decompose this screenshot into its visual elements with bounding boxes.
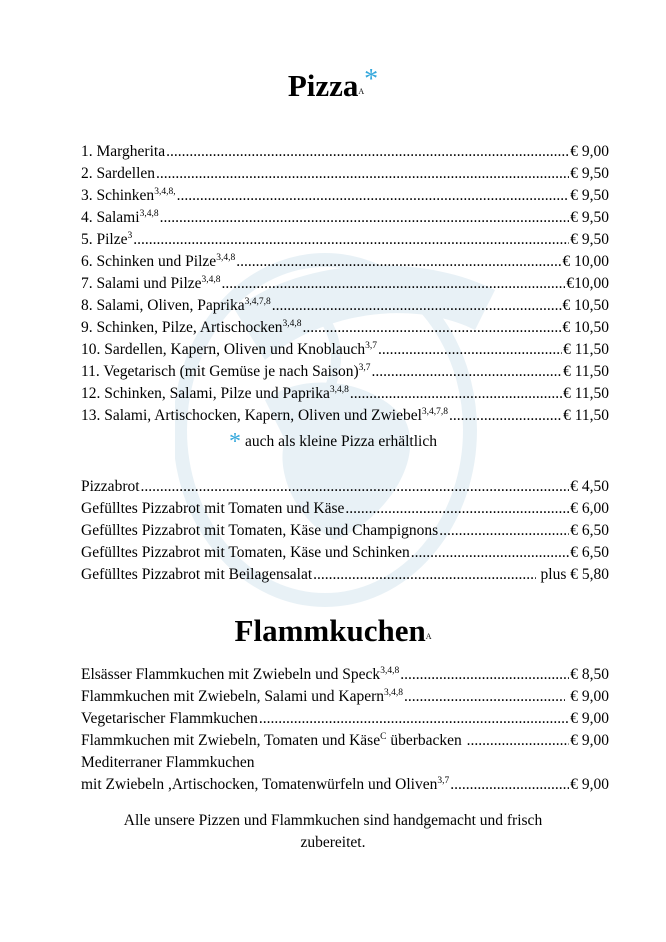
menu-item-price: €10,00 — [566, 275, 609, 292]
dot-leader — [313, 564, 536, 586]
menu-item — [81, 383, 609, 405]
menu-item-name-text: Flammkuchen mit Zwiebeln, Tomaten und Käse — [81, 732, 381, 749]
flammkuchen-title-text: Flammkuchen — [234, 613, 426, 648]
dot-leader — [259, 708, 569, 730]
menu-item — [81, 564, 609, 586]
menu-item — [81, 251, 609, 273]
menu-item-name — [81, 520, 438, 542]
menu-item-name — [81, 498, 344, 520]
menu-item-name — [81, 163, 155, 185]
pizza-list — [81, 141, 609, 427]
flammkuchen-title-allergen: A — [425, 632, 432, 641]
menu-item — [81, 708, 609, 730]
allergen-codes: 3,7 — [358, 363, 371, 373]
menu-item-price: € 6,50 — [570, 544, 609, 561]
menu-item-name-text: 7. Salami und Pilze — [81, 275, 202, 292]
mediterran-desc-text: mit Zwiebeln ,Artischocken, Tomatenwürfeln und Oliven — [81, 776, 438, 793]
menu-item-price: € 10,50 — [562, 297, 609, 314]
dot-leader — [272, 295, 562, 317]
menu-item-name — [81, 317, 301, 339]
menu-item-price: € 9,50 — [570, 165, 609, 182]
allergen-codes: 3,4,8 — [384, 688, 404, 698]
menu-item-price: € 8,50 — [570, 666, 609, 683]
menu-item-name — [81, 542, 410, 564]
menu-item-name — [81, 141, 165, 163]
small-pizza-note-text: auch als kleine Pizza erhältlich — [245, 433, 437, 450]
dot-leader — [141, 476, 570, 498]
menu-item-name-text: Elsässer Flammkuchen mit Zwiebeln und Speck — [81, 666, 381, 683]
dot-leader — [372, 361, 563, 383]
mediterran-price: € 9,00 — [570, 776, 609, 793]
dot-leader — [133, 229, 569, 251]
menu-item — [81, 405, 609, 427]
dot-leader — [467, 730, 570, 752]
allergen-codes: 3,4,8 — [329, 385, 349, 395]
menu-item-name — [81, 207, 159, 229]
menu-item-price: € 11,50 — [563, 407, 609, 424]
menu-item — [81, 229, 609, 251]
menu-item-price: € 9,00 — [566, 688, 609, 705]
mediterran-line1 — [81, 752, 609, 774]
dot-leader — [302, 317, 561, 339]
dot-leader — [449, 405, 562, 427]
dot-leader — [236, 251, 561, 273]
pizzabrot-list — [81, 476, 609, 586]
allergen-codes: 3,4,8, — [154, 187, 176, 197]
menu-item — [81, 664, 609, 686]
allergen-codes: 3,4,8 — [201, 275, 221, 285]
allergen-codes: 3 — [127, 231, 133, 241]
dot-leader — [378, 339, 562, 361]
menu-item-name-text: Vegetarischer Flammkuchen — [81, 710, 258, 727]
menu-item — [81, 361, 609, 383]
menu-item-price: € 9,50 — [570, 231, 609, 248]
small-pizza-star-icon: * — [364, 64, 379, 95]
menu-item — [81, 476, 609, 498]
flammkuchen-title — [0, 613, 666, 655]
menu-item-name-text: 10. Sardellen, Kapern, Oliven und Knoblauch — [81, 341, 366, 358]
menu-item-price: € 6,50 — [570, 522, 609, 539]
menu-item-name-text: 2. Sardellen — [81, 165, 156, 182]
menu-item-price: € 4,50 — [570, 478, 609, 495]
footer-line2: zubereitet. — [300, 834, 366, 851]
menu-item-price: € 9,50 — [570, 209, 609, 226]
menu-item-price: € 11,50 — [563, 363, 609, 380]
dot-leader — [411, 542, 569, 564]
dot-leader — [450, 774, 569, 796]
menu-item-name — [81, 361, 371, 383]
mediterran-allergen: 3,7 — [437, 776, 450, 786]
menu-item-name — [81, 383, 349, 405]
mediterran-line2 — [81, 774, 609, 796]
flammkuchen-list — [81, 664, 609, 752]
small-pizza-note — [0, 431, 666, 453]
menu-item-name-text: 8. Salami, Oliven, Paprika — [81, 297, 245, 314]
menu-item — [81, 542, 609, 564]
menu-item-name — [81, 686, 403, 708]
menu-item-name — [81, 405, 448, 427]
menu-item-price: € 9,00 — [570, 143, 609, 160]
allergen-codes: 3,4,8 — [216, 253, 236, 263]
menu-item-name-text: 9. Schinken, Pilze, Artischocken — [81, 319, 283, 336]
menu-item-name — [81, 251, 235, 273]
menu-item — [81, 686, 609, 708]
menu-item — [81, 730, 609, 752]
footer-line1: Alle unsere Pizzen und Flammkuchen sind handgemacht und frisch — [123, 812, 543, 829]
mediterran-item — [81, 752, 609, 796]
menu-item — [81, 498, 609, 520]
dot-leader — [400, 664, 569, 686]
mediterran-name: Mediterraner Flammkuchen — [81, 754, 255, 771]
menu-item-name — [81, 730, 466, 752]
menu-item — [81, 185, 609, 207]
menu-item-name-text: 13. Salami, Artischocken, Kapern, Oliven und Zwiebel — [81, 407, 422, 424]
menu-item-name-text: 11. Vegetarisch (mit Gemüse je nach Saison) — [81, 363, 359, 380]
menu-item — [81, 295, 609, 317]
allergen-codes: 3,4,8 — [139, 209, 159, 219]
menu-item-name — [81, 229, 132, 251]
menu-item-price: € 6,00 — [570, 500, 609, 517]
menu-item-name-text: 3. Schinken — [81, 187, 155, 204]
menu-item-name — [81, 295, 271, 317]
dot-leader — [166, 141, 569, 163]
menu-item-name — [81, 273, 221, 295]
menu-item-name-text: 6. Schinken und Pilze — [81, 253, 217, 270]
dot-leader — [345, 498, 569, 520]
menu-item-price: € 10,50 — [562, 319, 609, 336]
menu-item-name-text: Pizzabrot — [81, 478, 140, 495]
menu-item-name-text: 5. Pilze — [81, 231, 128, 248]
menu-item-name — [81, 564, 312, 586]
menu-item-name — [81, 664, 399, 686]
menu-item-name-text: Gefülltes Pizzabrot mit Tomaten, Käse und Schinken — [81, 544, 410, 561]
menu-item-name-suffix: überbacken — [386, 732, 466, 749]
menu-item-name — [81, 339, 377, 361]
dot-leader — [439, 520, 569, 542]
note-star-icon: * — [229, 429, 242, 455]
menu-item — [81, 520, 609, 542]
footer-note — [80, 810, 586, 854]
menu-item-name-text: 1. Margherita — [81, 143, 166, 160]
menu-item-name-text: 12. Schinken, Salami, Pilze und Paprika — [81, 385, 330, 402]
pizza-title-text: Pizza — [287, 68, 359, 103]
menu-item-name — [81, 708, 258, 730]
menu-item — [81, 141, 609, 163]
menu-item-name — [81, 476, 140, 498]
dot-leader — [160, 207, 570, 229]
menu-item-price: € 10,00 — [562, 253, 609, 270]
menu-item-price: € 9,00 — [570, 732, 609, 749]
menu-item-price: plus € 5,80 — [536, 566, 609, 583]
menu-item — [81, 339, 609, 361]
allergen-codes: 3,4,8 — [282, 319, 302, 329]
menu-item-price: € 9,50 — [570, 187, 609, 204]
menu-item-price: € 9,00 — [570, 710, 609, 727]
pizza-title — [0, 62, 666, 110]
dot-leader — [222, 273, 566, 295]
allergen-codes: 3,4,7,8 — [421, 407, 449, 417]
menu-item — [81, 163, 609, 185]
dot-leader — [350, 383, 562, 405]
dot-leader — [156, 163, 569, 185]
pizza-title-allergen: A — [358, 87, 365, 96]
allergen-codes: 3,7 — [365, 341, 377, 351]
mediterran-desc — [81, 774, 449, 796]
menu-item — [81, 317, 609, 339]
menu-item-name-text: Gefülltes Pizzabrot mit Tomaten, Käse und Champignons — [81, 522, 439, 539]
allergen-codes: 3,4,8 — [380, 666, 400, 676]
menu-item-price: € 11,50 — [563, 385, 609, 402]
dot-leader — [404, 686, 565, 708]
menu-item — [81, 273, 609, 295]
allergen-codes: C — [380, 732, 387, 742]
allergen-codes: 3,4,7,8 — [244, 297, 271, 307]
dot-leader — [177, 185, 570, 207]
menu-item-name-text: Gefülltes Pizzabrot mit Tomaten und Käse — [81, 500, 345, 517]
menu-item-price: € 11,50 — [563, 341, 609, 358]
menu-item-name-text: Flammkuchen mit Zwiebeln, Salami und Kapern — [81, 688, 385, 705]
menu-item — [81, 207, 609, 229]
menu-item-name-text: 4. Salami — [81, 209, 140, 226]
menu-item-name-text: Gefülltes Pizzabrot mit Beilagensalat — [81, 566, 313, 583]
menu-item-name — [81, 185, 176, 207]
